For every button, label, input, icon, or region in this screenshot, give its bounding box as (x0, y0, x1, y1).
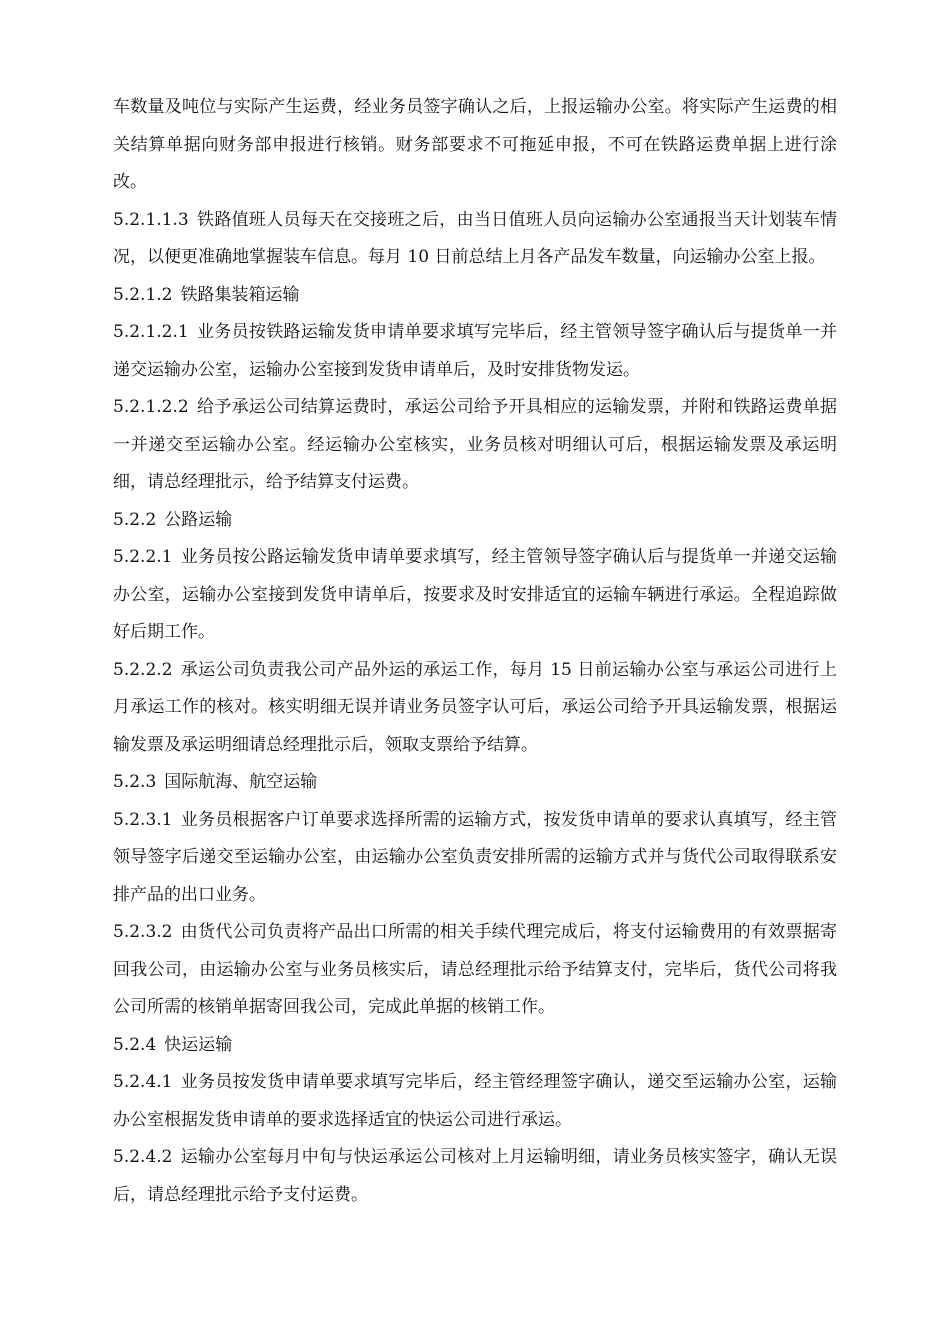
clause-number: 5.2.2.2 (113, 659, 173, 680)
heading-text: 铁路集装箱运输 (180, 284, 300, 305)
paragraph-5-2-3-2 (113, 914, 837, 1027)
clause-number: 5.2.1.2.2 (113, 397, 189, 417)
clause-number: 5.2.2 (113, 509, 157, 530)
paragraph-text: 由货代公司负责将产品出口所需的相关手续代理完成后，将支付运输费用的有效票据寄回我公司，由运输办公室与业务员核实后，请总经理批示给予结算支付，完毕后，货代公司将我公司所需的核销单据寄回我公司，完成此单据的核销工作。 (113, 922, 837, 1017)
clause-number: 5.2.1.1.3 (113, 209, 189, 230)
clause-number: 5.2.1.2.1 (113, 322, 189, 342)
heading-text: 快运运输 (164, 1034, 233, 1055)
heading-5-2-4 (113, 1027, 837, 1065)
clause-number: 5.2.1.2 (113, 284, 173, 305)
paragraph-text: 承运公司负责我公司产品外运的承运工作，每月 15 日前运输办公室与承运公司进行上月承运工作的核对。核实明细无误并请业务员签字认可后，承运公司给予开具运输发票，根据运输发票及承运明细请总经理批示后，领取支票给予结算。 (113, 659, 837, 755)
clause-number: 5.2.3.2 (113, 922, 173, 942)
paragraph-5-2-2-1 (113, 539, 837, 652)
paragraph-5-2-4-1 (113, 1064, 837, 1139)
paragraph-continued (113, 89, 837, 202)
paragraph-text: 车数量及吨位与实际产生运费，经业务员签字确认之后，上报运输办公室。将实际产生运费的相关结算单据向财务部申报进行核销。财务部要求不可拖延申报，不可在铁路运费单据上进行涂改。 (113, 97, 837, 192)
document-page (113, 89, 837, 1214)
heading-5-2-1-2 (113, 277, 837, 315)
paragraph-text: 运输办公室每月中旬与快运承运公司核对上月运输明细，请业务员核实签字，确认无误后，请总经理批示给予支付运费。 (113, 1147, 837, 1205)
paragraph-text: 给予承运公司结算运费时，承运公司给予开具相应的运输发票，并附和铁路运费单据一并递交至运输办公室。经运输办公室核实，业务员核对明细认可后，根据运输发票及承运明细，请总经理批示，给予结算支付运费。 (113, 397, 837, 492)
paragraph-text: 业务员按发货申请单要求填写完毕后，经主管经理签字确认，递交至运输办公室，运输办公室根据发货申请单的要求选择适宜的快运公司进行承运。 (113, 1072, 837, 1130)
paragraph-5-2-3-1 (113, 802, 837, 915)
paragraph-text: 业务员根据客户订单要求选择所需的运输方式，按发货申请单的要求认真填写，经主管领导签字后递交至运输办公室，由运输办公室负责安排所需的运输方式并与货代公司取得联系安排产品的出口业务。 (113, 809, 837, 905)
paragraph-text: 铁路值班人员每天在交接班之后，由当日值班人员向运输办公室通报当天计划装车情况，以便更准确地掌握装车信息。每月 10 日前总结上月各产品发车数量，向运输办公室上报。 (113, 209, 837, 267)
clause-number: 5.2.4.1 (113, 1072, 173, 1092)
heading-5-2-3 (113, 764, 837, 802)
paragraph-text: 业务员按公路运输发货申请单要求填写，经主管领导签字确认后与提货单一并递交运输办公室，运输办公室接到发货申请单后，按要求及时安排适宜的运输车辆进行承运。全程追踪做好后期工作。 (113, 547, 837, 642)
paragraph-5-2-2-2 (113, 652, 837, 765)
clause-number: 5.2.4 (113, 1034, 157, 1055)
heading-text: 国际航海、航空运输 (164, 772, 318, 792)
paragraph-5-2-1-1-3 (113, 202, 837, 277)
clause-number: 5.2.4.2 (113, 1147, 173, 1167)
clause-number: 5.2.3 (113, 772, 157, 792)
paragraph-5-2-1-2-1 (113, 314, 837, 389)
clause-number: 5.2.2.1 (113, 547, 173, 567)
paragraph-5-2-4-2 (113, 1139, 837, 1214)
paragraph-5-2-1-2-2 (113, 389, 837, 502)
heading-text: 公路运输 (164, 509, 233, 530)
paragraph-text: 业务员按铁路运输发货申请单要求填写完毕后，经主管领导签字确认后与提货单一并递交运输办公室，运输办公室接到发货申请单后，及时安排货物发运。 (113, 322, 837, 380)
clause-number: 5.2.3.1 (113, 809, 173, 830)
heading-5-2-2 (113, 502, 837, 540)
